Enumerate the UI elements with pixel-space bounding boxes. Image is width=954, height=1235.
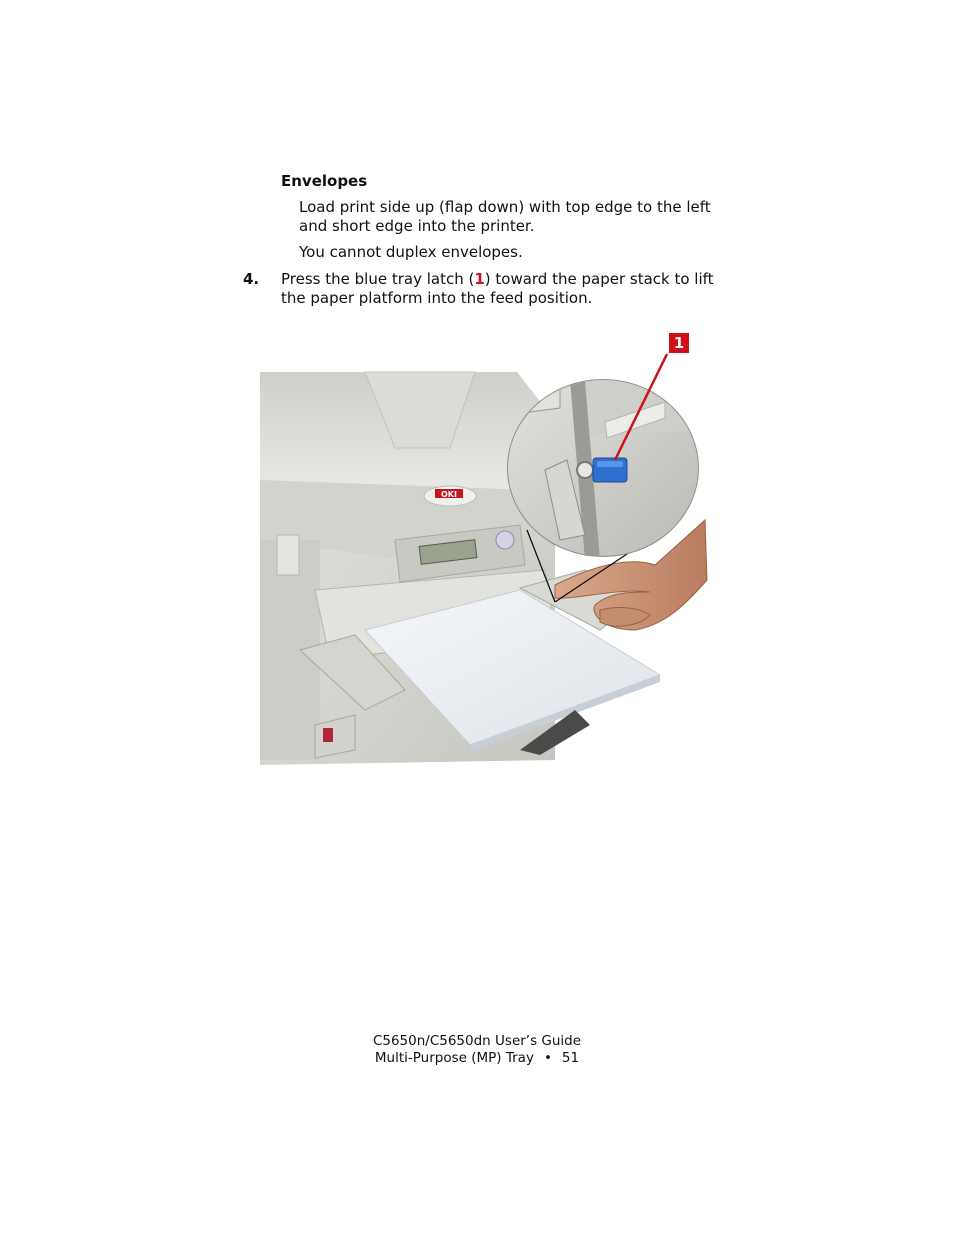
footer-guide-title: C5650n/C5650dn User’s Guide: [372, 1033, 582, 1049]
envelope-load-instruction: Load print side up (flap down) with top edge to the left and short edge into the printer.: [299, 198, 711, 235]
logo-text: OKI: [441, 490, 457, 499]
duplex-note: You cannot duplex envelopes.: [299, 243, 523, 261]
step-callout-ref: 1: [474, 270, 485, 288]
step-text-after: ) toward the paper stack to lift the paper platform into the feed position.: [281, 270, 714, 307]
footer-section-line: [0, 1050, 954, 1067]
footer-section-name: Multi-Purpose (MP) Tray: [374, 1050, 534, 1066]
page-number: 51: [561, 1050, 580, 1066]
step-text: [281, 270, 741, 308]
footer-separator: •: [543, 1050, 552, 1066]
printer-mp-tray-illustration: [255, 330, 715, 775]
section-heading: Envelopes: [281, 172, 368, 190]
printer-logo: [424, 486, 476, 506]
callout-badge: 1: [669, 333, 689, 353]
step-number: 4.: [243, 270, 260, 288]
step-text-before: Press the blue tray latch (: [281, 270, 475, 288]
